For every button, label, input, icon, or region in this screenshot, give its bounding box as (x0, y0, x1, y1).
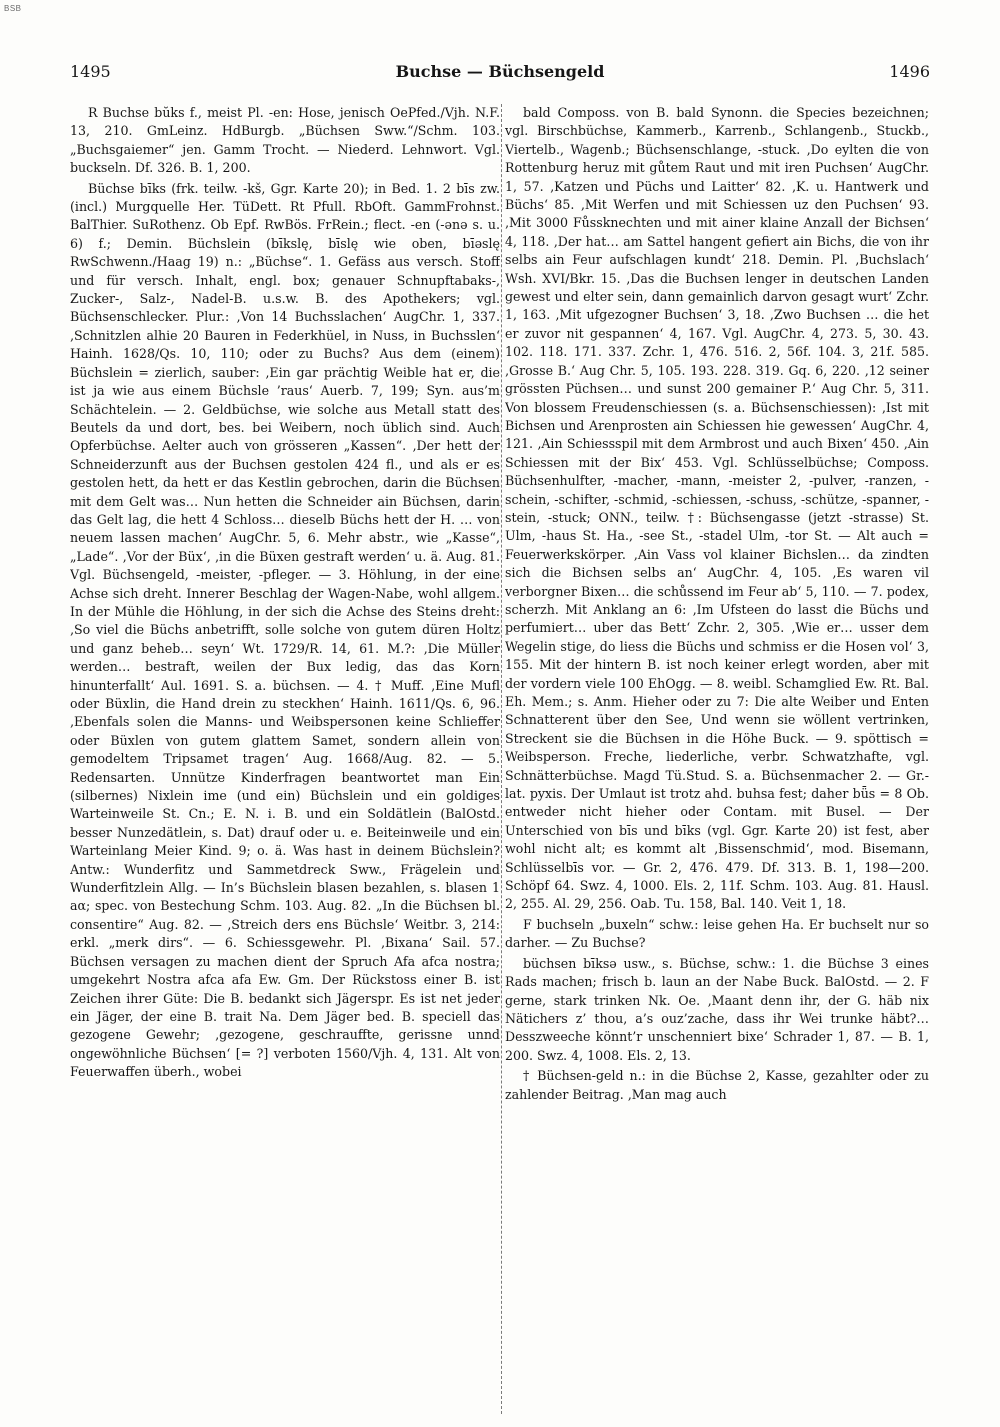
column-number-left: 1495 (70, 62, 111, 81)
column-divider (501, 104, 502, 1414)
right-column (505, 104, 929, 1414)
entry-buchseln: F buchseln „buxeln“ schw.: leise gehen Ha. Er buchselt nur so darher. — Zu Buchse? (505, 916, 929, 951)
entry-buchse: R Buchse bŭks f., meist Pl. -en: Hose, jenisch OePfed./Vjh. N.F. 13, 210. GmLeinz. HdBurgb. „Büchsen Sww.“/Schm. 103. „Buchsgaiemer“ jen. Gamm Trocht. — Niederd. Lehnwort. Vgl. buckseln. Df. 326. B. 1, 200. (70, 105, 500, 176)
column-number-right: 1496 (889, 62, 930, 81)
library-stamp: BSB (4, 4, 22, 13)
entry-buechsengeld: † Büchsen-geld n.: in die Büchse 2, Kasse, gezahlter oder zu zahlender Beitrag. ‚Man mag auch (505, 1068, 929, 1102)
left-column (70, 104, 500, 1414)
running-header (70, 62, 930, 86)
entry-buechse-continued: bald Composs. von B. bald Synonn. die Species bezeichnen; vgl. Birschbüchse, Kammerb., Karrenb., Schlangenb., Stuckb., Viertelb., Wagenb.; Büchsenschlange, -stuck. ‚Do eylten die von Rottenburg heruz mit gůtem Raut und mit iren Puchsen‘ AugChr. 1, 57. ‚Katzen und Püchs und Laitter‘ 82. ‚K. u. Hantwerk und Büchs‘ 85. ‚Mit Werfen und mit Schiessen uz den Puchsen‘ 93. ‚Mit 3000 Fůssknechten und mit ainer klaine Anzall der Bichsen‘ 4, 118. ‚Der hat… am Sattel hangent gefiert ain Bichs, die von ihr selbs ain Feur aufschlagen kundt‘ 218. Demin. Pl. ‚Buchslach‘ Wsh. XVI/Bkr. 15. ‚Das die Buchsen lenger in deutschen Landen gewest und elter sein, dann gemainlich darvon gesagt wurt‘ Zchr. 1, 163. ‚Mit ufgezogner Buchsen‘ 3, 18. ‚Zwo Buchsen … die het er zuvor nit gespannen‘ 4, 167. Vgl. AugChr. 4, 273. 5, 30. 43. 102. 118. 171. 337. Zchr. 1, 476. 516. 2, 56f. 104. 3, 21f. 585. ‚Grosse B.‘ Aug Chr. 5, 105. 193. 228. 319. Gq. 6, 220. ‚12 seiner grössten Püchsen… und sunst 200 gemainer P.‘ Aug Chr. 5, 311. Von blossem Freudenschiessen (s. a. Büchsenschiessen): ‚Ist mit Bichsen und Arenprosten ain Schiessen hie gewessen‘ AugChr. 4, 121. ‚Ain Schiessspil mit dem Armbrost und auch Bixen‘ 450. ‚Ain Schiessen mit der Bix‘ 453. Vgl. Schlüsselbüchse; Composs. Büchsenhulfter, -macher, -mann, -meister 2, -pulver, -ranzen, -schein, -schifter, -schmid, -schiessen, -schuss, -schütze, -spanner, -stein, -stuck; ONN., teilw. †: Büchsengasse (jetzt -strasse) St. Ulm, -haus St. Ha., -see St., -stadel Ulm, -tor St. — Alt auch = Feuerwerkskörper. ‚Ain Vass vol klainer Bichslen… da zindten sich die Bichsen selbs an‘ AugChr. 4, 105. ‚Es waren vil verborgner Bixen… die schůssend im Feur ab‘ 5, 110. — 7. podex, scherzh. Mit Anklang an 6: ‚Im Ufsteen do lasst die Büchs und perfumiert… uber das Bett‘ Zchr. 2, 305. ‚Wie er… usser dem Wegelin stige, do liess die Büchs und schmiss er die Hosen vol‘ 3, 155. Mit der hintern B. ist noch keiner erlegt worden, aber mit der vordern viele 100 EhOgg. — 8. weibl. Schamglied Ew. Rt. Bal. Eh. Mem.; s. Anm. Hieher oder zu 7: Die alte Weiber und Enten Schnatterent über den See, Und wenn sie wöllent vertrinken, Streckent sie die Büchsen in die Höhe Buck. — 9. spöttisch = Weibsperson. Freche, liederliche, verbr. Schwatzhafte, vgl. Schnätterbüchse. Magd Tü.Stud. S. a. Büchsenmacher 2. — Gr.-lat. pyxis. Der Umlaut ist trotz ahd. buhsa fest; daher bǖs = 8 Ob. entweder nicht hieher oder Contam. mit Busel. — Der Unterschied von bīs und bīks (vgl. Ggr. Karte 20) ist fest, aber wohl nicht alt; es kommt alt ‚Bissenschmid‘, mod. Bisemann, Schlüsselbīs vor. — Gr. 2, 476. 479. Df. 313. B. 1, 198—200. Schöpf 64. Swz. 4, 1000. Els. 2, 11f. Schm. 103. Aug. 81. Hausl. 2, 255. Al. 29, 256. Oab. Tu. 158, Bal. 140. Veit 1, 18. (505, 105, 929, 912)
entry-buechsen-verb: büchsen bīksə usw., s. Büchse, schw.: 1. die Büchse 3 eines Rads machen; frisch b. laun an der Nabe Buck. BalOstd. — 2. F gerne, stark trinken Nk. Oe. ‚Maant denn ihr, der G. häb nix Nätichers z’ thou, a’s ouz’zache, dass ihr Wei trunke häbt?… Desszweeche könnt’r unschenniert bixe‘ Schrader 1, 87. — B. 1, 200. Swz. 4, 1008. Els. 2, 13. (505, 955, 929, 1063)
running-headword: Buchse — Büchsengeld (395, 62, 605, 81)
entry-buechse: Büchse bīks (frk. teilw. -kš, Ggr. Karte 20); in Bed. 1. 2 bīs zw. (incl.) Murgquelle Her. TüDett. Rt Pfull. RbOft. GammFrohnst. BalThier. SuRothenz. Ob Epf. RwBös. FrRein.; flect. -en (-ənə s. u. 6) f.; Demin. Büchslein (bīkslę, bīslę wie oben, bīəslę RwSchwenn./Haag 19) n.: „Büchse“. 1. Gefäss aus versch. Stoff und für versch. Inhalt, engl. box; genauer Schnupftabaks-, Zucker-, Salz-, Nadel-B. u.s.w. B. des Apothekers; vgl. Büchsenschlecker. Plur.: ‚Von 14 Buchsslachen‘ AugChr. 1, 337. ‚Schnitzlen alhie 20 Bauren in Federkhüel, in Nuss, in Buchsslen‘ Hainh. 1628/Qs. 10, 110; oder zu Buchs? Aus dem (einem) Büchslein = zierlich, sauber: ‚Ein gar prächtig Weible hat er, die ist ja wie aus einem Büchsle ’raus‘ Auerb. 7, 199; Syn. aus’m Schächtelein. — 2. Geldbüchse, wie solche aus Metall statt des Beutels da und dort, bes. bei Weibern, noch üblich sind. Auch Opferbüchse. Aelter auch von grösseren „Kassen“. ‚Der hett der Schneiderzunft aus der Buchsen gestolen 424 fl., und als er es gestolen hett, da hett er das Kestlin gebrochen, darin die Büchsen mit dem Gelt was… Nun hetten die Schneider ain Büchsen, darin das Gelt lag, die hett 4 Schloss… dieselb Büchs hett der H. … von neuem lassen machen‘ AugChr. 5, 6. Mehr abstr., wie „Kasse“, „Lade“. ‚Vor der Büx‘, ‚in die Büxen gestraft werden‘ u. ä. Aug. 81. Vgl. Büchsengeld, -meister, -pfleger. — 3. Höhlung, in der eine Achse sich dreht. Innerer Beschlag der Wagen-Nabe, wohl allgem. In der Mühle die Höhlung, in der sich die Achse des Steins dreht: ‚So viel die Büchs anbetrifft, solle solche von gutem düren Holtz und ganz beheb… seyn‘ Wt. 1729/R. 14, 61. M.?: ‚Die Müller werden… bestraft, weilen der Bux ledig, das das Korn hinunterfallt‘ Aul. 1691. S. a. büchsen. — 4. † Muff. ‚Eine Mufl oder Büxlin, die Hand drein zu steckhen‘ Hainh. 1611/Qs. 6, 96. ‚Ebenfals solen die Manns- und Weibspersonen keine Schlieffer oder Büxlen von gutem glattem Samet, sondern allein von gemodeltem Tripsamet tragen‘ Aug. 1668/Aug. 82. — 5. Redensarten. Unnütze Kinderfragen beantwortet man Ein (silbernes) Nixlein ime (und ein) Büchslein und ein goldiges Warteinweile St. Cn.; E. N. i. B. und ein Soldätlein (BalOstd. besser Nunzedätlein, s. Dat) drauf oder u. e. Beiteinweile und ein Warteinlang Meier Kind. 9; o. ä. Was hast in deinem Büchslein? Antw.: Wunderfitz und Sammetdreck Sww., Frägelein und Wunderfitzlein Allg. — In’s Büchslein blasen bezahlen, s. blasen 1 aα; spec. von Bestechung Schm. 103. Aug. 82. „In die Büchsen bl. consentire“ Aug. 82. — ‚Streich ders ens Büchsle‘ Weitbr. 3, 214: erkl. „merk dirs“. — 6. Schiessgewehr. Pl. ‚Bixana‘ Sail. 57. Büchsen versagen zu machen dient der Spruch Afa afca nostra; umgekehrt Nostra afca afa Ew. Gm. Der Rückstoss einer B. ist Zeichen ihrer Güte: Die B. bedankt sich Jägerspr. Es ist net jeder ein Jäger, der eine B. trait Na. Dem Jäger bed. B. speciell das gezogene Gewehr; ‚gezogene, geschrauffte, gerissne unnd ongewöhnliche Büchsen‘ [= ?] verboten 1560/Vjh. 4, 131. Alt von Feuerwaffen überh., wobei (70, 180, 500, 1080)
